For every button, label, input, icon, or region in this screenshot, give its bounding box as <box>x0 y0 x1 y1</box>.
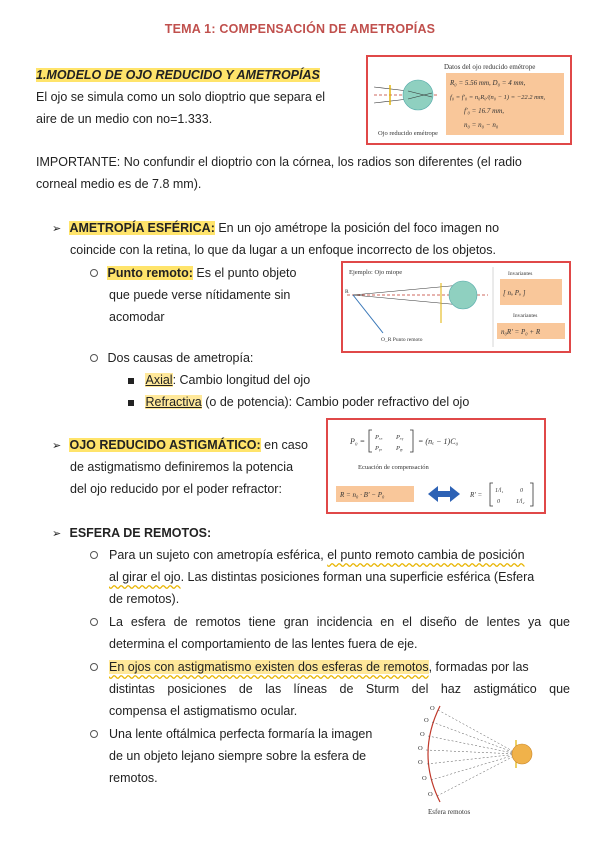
paragraph-line: aire de un medio con no=1.333. <box>36 112 213 126</box>
far-point-label: O <box>430 705 435 712</box>
esfera-bullet-1-line3: de remotos). <box>109 592 180 606</box>
compensation-formula: n₀R′ = P₀ + R <box>501 328 541 336</box>
cause-refractive: Refractiva (o de potencia): Cambio poder refractivo del ojo <box>128 391 469 413</box>
figure-far-point-sphere <box>412 702 562 818</box>
ametropia-paragraph: ➢ AMETROPÍA ESFÉRICA: En un ojo amétrope la posición del foco imagen no <box>52 217 570 240</box>
arrow-bullet-icon: ➢ <box>52 440 62 452</box>
astigmatic-line: de astigmatismo definiremos la potencia <box>70 460 294 474</box>
svg-text:Pₓᵧ: Pₓᵧ <box>396 434 404 441</box>
paragraph-line: El ojo se simula como un solo dioptrio que separa el <box>36 90 326 104</box>
svg-text:1/l₂: 1/l₂ <box>516 499 525 505</box>
svg-text:P₀ =: P₀ = <box>350 437 366 446</box>
figure-myopic-eye <box>341 261 571 353</box>
esfera-bullet-4 <box>90 723 98 745</box>
figure-emmetropic-eye <box>366 55 572 145</box>
svg-text:Pᵧᵧ: Pᵧᵧ <box>396 445 403 452</box>
esfera-bullet-3-text: En ojos con astigmatismo existen dos esferas de remotos, formadas por las <box>109 660 529 674</box>
figure-caption: Ojo reducido emétrope <box>378 130 438 137</box>
far-point-label: O <box>428 791 433 798</box>
far-point-label: O <box>418 745 423 752</box>
important-note-line: IMPORTANTE: No confundir el dioptrio con la córnea, los radios son diferentes (el radio <box>36 155 522 169</box>
cause-axial: Axial: Cambio longitud del ojo <box>128 369 310 391</box>
svg-text:1/l₁: 1/l₁ <box>495 488 504 494</box>
arrow-bullet-icon: ➢ <box>52 223 62 235</box>
esfera-bullet-1-line2: al girar el ojo. Las distintas posiciones forman una superficie esférica (Esfera <box>109 570 535 584</box>
svg-text:0: 0 <box>497 499 500 505</box>
circle-bullet-icon <box>90 551 98 559</box>
svg-text:0: 0 <box>520 488 523 494</box>
svg-text:R₀ = 5.56 mm, D₀ = 4 mm,: R₀ = 5.56 mm, D₀ = 4 mm, <box>450 79 526 87</box>
svg-text:= (nₑ − 1)C₀: = (nₑ − 1)C₀ <box>418 437 459 446</box>
figure-header: Ejemplo: Ojo miope <box>349 269 403 276</box>
astigmatic-paragraph: ➢ OJO REDUCIDO ASTIGMÁTICO: en caso <box>52 434 308 457</box>
causes-item: Dos causas de ametropía: <box>90 347 253 369</box>
far-point-label: O <box>418 759 423 766</box>
svg-text:R = n₀ · B′ − P₀: R = n₀ · B′ − P₀ <box>340 491 385 499</box>
compensation-equation-diagram <box>328 420 544 512</box>
esfera-bullet-1-text: Para un sujeto con ametropía esférica, el punto remoto cambia de posición <box>109 548 525 562</box>
emmetropic-eye-diagram <box>368 57 570 143</box>
svg-text:f₀ = f′₀ = n₀R₀/(n₀ − 1) = −22: f₀ = f′₀ = n₀R₀/(n₀ − 1) = −22.2 mm, <box>450 94 546 101</box>
svg-text:Ecuación de compensación: Ecuación de compensación <box>358 464 429 471</box>
esfera-bullet-4-line1: Una lente oftálmica perfecta formaría la imagen <box>109 727 373 741</box>
figure-caption: Esfera remotos <box>428 808 471 816</box>
esfera-bullet-3-line3: compensa el astigmatismo ocular. <box>109 704 298 718</box>
page-title: TEMA 1: COMPENSACIÓN DE AMETROPÍAS <box>164 22 436 36</box>
svg-text:[ nₒ Pₒ ]: [ nₒ Pₒ ] <box>503 289 526 297</box>
square-bullet-icon <box>128 378 134 384</box>
svg-text:Pₓₓ: Pₓₓ <box>375 434 383 441</box>
figure-header: Datos del ojo reducido emétrope <box>444 63 536 71</box>
esfera-bullet-3 <box>90 656 98 678</box>
far-point-label: O <box>424 717 429 724</box>
arrow-bullet-icon: ➢ <box>52 528 62 540</box>
double-arrow-icon <box>428 486 460 502</box>
svg-text:n₀ = n₀ − n₀: n₀ = n₀ − n₀ <box>464 121 499 129</box>
esfera-bullet-1 <box>90 544 98 566</box>
myopic-eye-diagram <box>343 263 569 351</box>
far-point-sphere-diagram <box>412 702 562 818</box>
esfera-bullet-4-line3: remotos. <box>109 771 158 785</box>
square-bullet-icon <box>128 400 134 406</box>
far-point-label: O <box>422 775 427 782</box>
astigmatic-line: del ojo reducido por el poder refractor: <box>70 482 282 496</box>
svg-text:Invariantes: Invariantes <box>513 313 538 319</box>
important-note-line: corneal medio es de 7.8 mm). <box>36 177 202 191</box>
svg-text:f′₀ = 16.7 mm,: f′₀ = 16.7 mm, <box>464 107 504 115</box>
punto-remoto-line: acomodar <box>109 310 165 324</box>
figure-compensation-equation <box>326 418 546 514</box>
svg-text:Pᵧₓ: Pᵧₓ <box>375 445 383 452</box>
esfera-heading: ➢ ESFERA DE REMOTOS: <box>52 522 211 545</box>
punto-remoto-label: O_R Punto remoto <box>381 337 423 343</box>
circle-bullet-icon <box>90 730 98 738</box>
svg-text:R: R <box>345 289 349 295</box>
svg-text:R′ =: R′ = <box>470 491 483 499</box>
esfera-bullet-2 <box>90 611 98 633</box>
punto-remoto-item: Punto remoto: Es el punto objeto <box>90 262 296 284</box>
ametropia-paragraph-line: coincide con la retina, lo que da lugar a un enfoque incorrecto de los objetos. <box>70 243 496 257</box>
esfera-bullet-2-text: La esfera de remotos tiene gran incidencia en el diseño de lentes ya que <box>109 615 570 629</box>
circle-bullet-icon <box>90 663 98 671</box>
esfera-bullet-3-line2: distintas posiciones de las líneas de Sturm del haz astigmático que <box>109 682 570 696</box>
punto-remoto-line: que puede verse nítidamente sin <box>109 288 291 302</box>
circle-bullet-icon <box>90 354 98 362</box>
svg-text:Invariantes: Invariantes <box>508 271 533 277</box>
far-point-label: O <box>420 731 425 738</box>
circle-bullet-icon <box>90 618 98 626</box>
esfera-bullet-4-line2: de un objeto lejano siempre sobre la esfera de <box>109 749 367 763</box>
section-heading-model: 1.MODELO DE OJO REDUCIDO Y AMETROPÍAS <box>36 68 320 82</box>
esfera-bullet-2-line2: determina el comportamiento de las lentes fuera de eje. <box>109 637 418 651</box>
circle-bullet-icon <box>90 269 98 277</box>
